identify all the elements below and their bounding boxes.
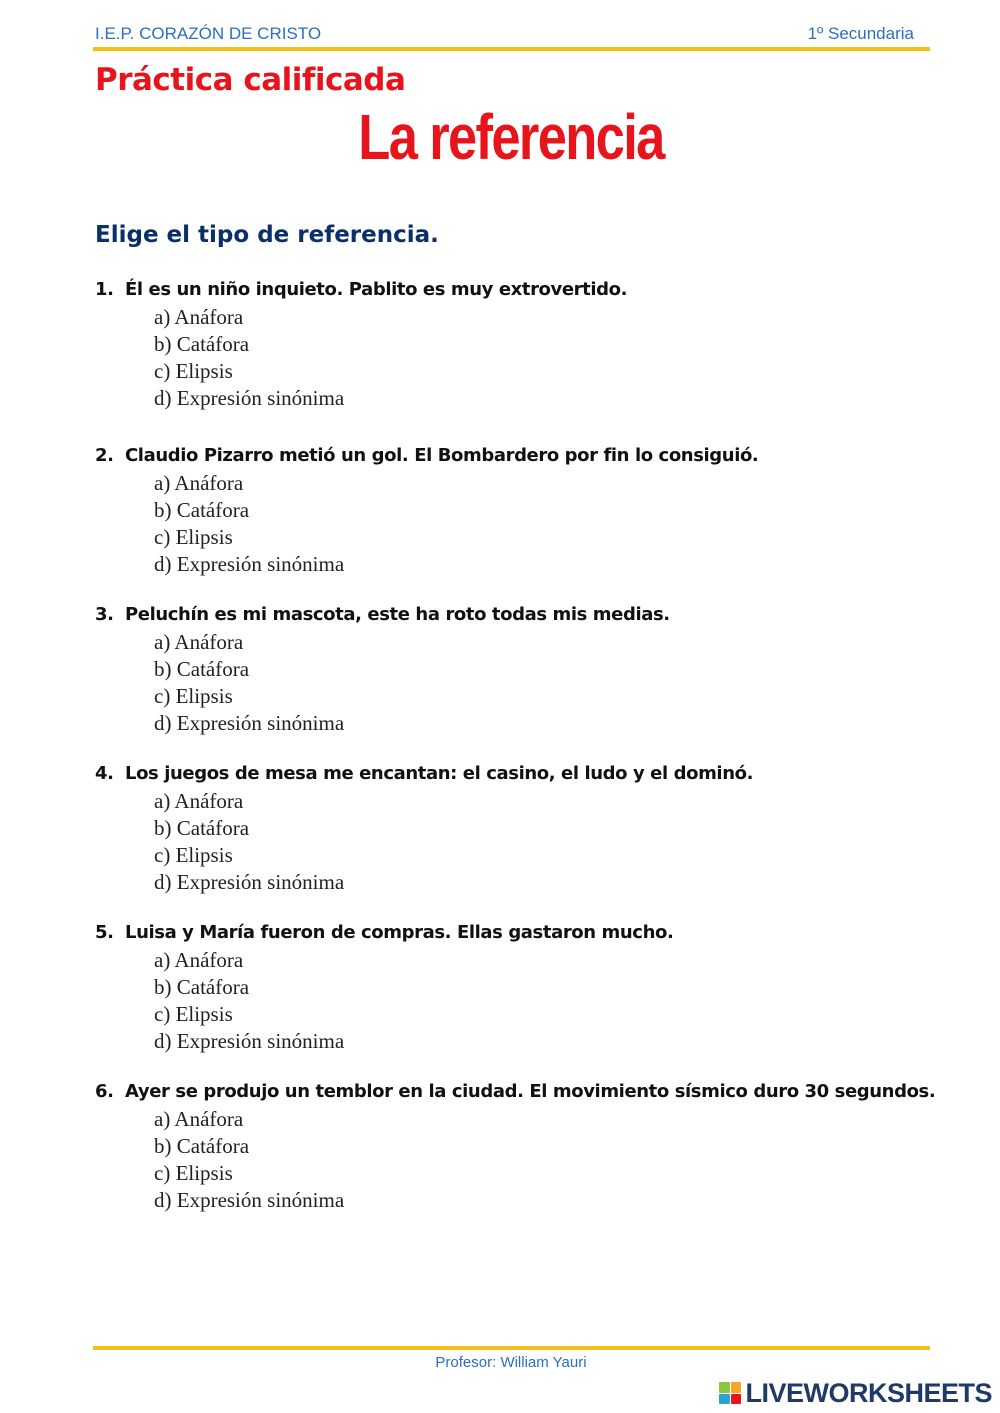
page-title: La referencia (358, 101, 664, 173)
option-b[interactable]: b) Catáfora (154, 498, 250, 522)
option-d[interactable]: d) Expresión sinónima (154, 386, 345, 410)
question-number: 1. (95, 279, 114, 300)
question-number: 4. (95, 763, 114, 784)
option-d[interactable]: d) Expresión sinónima (154, 870, 345, 894)
option-b[interactable]: b) Catáfora (154, 657, 250, 681)
question-5 (95, 919, 673, 1055)
question-text: Luisa y María fueron de compras. Ellas gastaron mucho. (125, 922, 674, 943)
question-text: Ayer se produjo un temblor en la ciudad. El movimiento sísmico duro 30 segundos. (125, 1081, 936, 1102)
question-number: 2. (95, 445, 114, 466)
brand-text: LIVEWORKSHEETS (745, 1377, 992, 1408)
question-text: Los juegos de mesa me encantan: el casino, el ludo y el dominó. (125, 763, 754, 784)
option-a[interactable]: a) Anáfora (154, 1107, 244, 1131)
question-2 (95, 442, 758, 578)
option-b[interactable]: b) Catáfora (154, 1134, 250, 1158)
header-divider (93, 47, 930, 51)
question-text: Claudio Pizarro metió un gol. El Bombardero por fin lo consiguió. (125, 445, 759, 466)
option-d[interactable]: d) Expresión sinónima (154, 552, 345, 576)
question-number: 5. (95, 922, 114, 943)
option-b[interactable]: b) Catáfora (154, 816, 250, 840)
option-b[interactable]: b) Catáfora (154, 332, 250, 356)
option-b[interactable]: b) Catáfora (154, 975, 250, 999)
question-text: Peluchín es mi mascota, este ha roto todas mis medias. (125, 604, 670, 625)
teacher-name: Profesor: William Yauri (435, 1354, 587, 1371)
option-a[interactable]: a) Anáfora (154, 630, 244, 654)
option-c[interactable]: c) Elipsis (154, 359, 233, 383)
subtitle: Práctica calificada (95, 62, 406, 98)
school-name: I.E.P. CORAZÓN DE CRISTO (95, 24, 322, 43)
option-c[interactable]: c) Elipsis (154, 684, 233, 708)
question-6 (95, 1078, 935, 1214)
question-4 (95, 760, 753, 896)
question-3 (95, 601, 670, 737)
grade-label: 1º Secundaria (807, 24, 914, 43)
option-c[interactable]: c) Elipsis (154, 525, 233, 549)
option-a[interactable]: a) Anáfora (154, 305, 244, 329)
liveworksheets-logo-icon (719, 1382, 741, 1404)
question-1 (95, 276, 627, 412)
option-c[interactable]: c) Elipsis (154, 843, 233, 867)
option-a[interactable]: a) Anáfora (154, 471, 244, 495)
option-d[interactable]: d) Expresión sinónima (154, 711, 345, 735)
option-c[interactable]: c) Elipsis (154, 1002, 233, 1026)
question-number: 6. (95, 1081, 114, 1102)
option-d[interactable]: d) Expresión sinónima (154, 1188, 345, 1212)
instruction: Elige el tipo de referencia. (95, 222, 439, 248)
option-c[interactable]: c) Elipsis (154, 1161, 233, 1185)
footer-divider (93, 1346, 930, 1350)
liveworksheets-brand[interactable] (719, 1378, 992, 1408)
option-a[interactable]: a) Anáfora (154, 789, 244, 813)
option-d[interactable]: d) Expresión sinónima (154, 1029, 345, 1053)
option-a[interactable]: a) Anáfora (154, 948, 244, 972)
question-number: 3. (95, 604, 114, 625)
question-text: Él es un niño inquieto. Pablito es muy extrovertido. (125, 279, 628, 300)
